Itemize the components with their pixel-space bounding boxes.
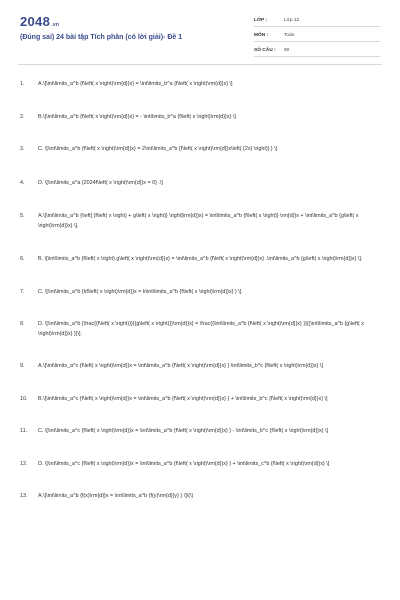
- question-number: 3.: [20, 146, 25, 152]
- question-number: 10.: [20, 395, 28, 402]
- document-title: (Đúng sai) 24 bài tập Tích phân (có lời giải)- Đề 1: [20, 34, 183, 41]
- question-number: 7.: [20, 288, 25, 295]
- question-number: 6.: [20, 256, 25, 262]
- question-text: D. \[\int\limits_a^c {f\left( x \right)\rm{d}}x = \int\limits_a^b {f\left( x \right)\rm{d}}x} } + \int\limits_c^b {f\left( x \right)\rm{d}}x} \]: [38, 460, 330, 467]
- question-number: 9.: [20, 363, 25, 369]
- meta-row-question-count: [254, 44, 380, 57]
- question-item: [20, 145, 380, 155]
- meta-label: SỐ CÂU :: [254, 47, 276, 53]
- question-text: C. \[\int\limits_a^c {f\left( x \right)\rm{d}}x = \int\limits_a^b {f\left( x \right)\rm{d}}x} } - \int\limits_b^c {f\left( x \right)\rm{d}}x} \]: [38, 428, 328, 434]
- meta-label: MÔN :: [254, 32, 269, 38]
- question-text: C. \[\int\limits_a^b {kf\left( x \right)\rm{d}}x = k\int\limits_a^b {f\left( x \right)\rm{d}}x} } \].: [38, 288, 243, 295]
- question-text: A.\[\int\limits_a^b {f(x)\rm{d}}x = \int\limits_a^b {f(y)\rm{d}}y} } \]\(\): [38, 493, 194, 499]
- document-meta-table: [254, 14, 380, 59]
- meta-label: LỚP :: [254, 17, 268, 23]
- question-text: B.\[\int\limits_a^c {f\left( x \right)\rm{d}}x = \int\limits_a^b {f\left( x \right)\rm{d}}x} } + \int\limits_b^c {f\left( x \right)\rm{d}}x} \]: [38, 395, 328, 402]
- question-text: A.\[\int\limits_a^b {\left[ {f\left( x \right) + g\left( x \right)} \right]\rm{d}}x} = \int\limits_a^b {f\left( x \right)} \rm{d}}x + \int\limits_a^b {g\left( x \right)\rm{d}}x} \].: [38, 213, 359, 229]
- question-number: 8.: [20, 321, 25, 327]
- question-text: A.\[\int\limits_a^b {f\left( x \right)\rm{d}}x} = \int\limits_b^a {f\left( x \right)\rm{d}}x} \]: [38, 81, 233, 87]
- header-divider: [18, 64, 382, 65]
- question-text: C. \[\int\limits_a^b {f\left( x \right)\rm{d}}x} = 2\int\limits_a^b {f\left( x \right)\rm{d}}x\left( {2x} \right)} } \]: [38, 146, 278, 152]
- question-text: B. \[\int\limits_a^b {f\left( x \right).g\left( x \right)\rm{d}}x} = \int\limits_a^b {f\left( x \right)\rm{d}}x} .\int\limits_a^b {g\left( x \right)\rm{d}}x} \].: [38, 256, 363, 262]
- question-number: 2.: [20, 113, 25, 120]
- question-item: [20, 179, 380, 189]
- site-logo[interactable]: [20, 14, 59, 29]
- question-text: D. \[\int\limits_a^a {2024f\left( x \right)\rm{d}}x = 0} .\]: [38, 179, 163, 186]
- question-item: [20, 320, 380, 339]
- question-number: 1.: [20, 81, 25, 87]
- question-item: [20, 395, 380, 405]
- question-text: D. \[\int\limits_a^b {\frac{{f\left( x \right)}}{{g\left( x \right)}}\rm{d}}x} = \frac{{\int\limits_a^b {f\left( x \right)\rm{d}}x} }}{{\int\limits_a^b {g\left( x \right)\rm{d}}x} }}\].: [38, 321, 364, 337]
- document-header: [0, 0, 400, 62]
- meta-value: Lớp 12: [284, 17, 300, 23]
- question-item: [20, 427, 380, 437]
- question-item: [20, 460, 380, 470]
- meta-value: 80: [284, 47, 290, 53]
- question-text: A.\[\int\limits_a^c {f\left( x \right)\rm{d}}x = \int\limits_a^b {f\left( x \right)\rm{d}}x} } \int\limits_b^c {f\left( x \right)\rm{d}}x} \]: [38, 363, 323, 369]
- logo-sub-text: .vn: [51, 22, 60, 28]
- question-item: [20, 212, 380, 231]
- question-item: [20, 362, 380, 372]
- question-item: [20, 80, 380, 90]
- meta-row-subject: [254, 29, 380, 42]
- question-item: [20, 492, 380, 502]
- meta-row-grade: [254, 14, 380, 27]
- question-list: [20, 72, 380, 502]
- question-number: 12.: [20, 460, 28, 467]
- question-number: 4.: [20, 179, 25, 186]
- logo-main-text: 2048: [20, 14, 51, 29]
- question-number: 11.: [20, 428, 28, 434]
- question-item: [20, 288, 380, 298]
- meta-value: Toán: [284, 32, 295, 38]
- question-item: [20, 113, 380, 123]
- question-text: B.\[\int\limits_a^b {f\left( x \right)\rm{d}}x} = - \int\limits_b^a {f\left( x \right)\rm{d}}x} \]: [38, 113, 236, 120]
- question-number: 5.: [20, 213, 25, 219]
- question-number: 13.: [20, 493, 28, 499]
- question-item: [20, 255, 380, 265]
